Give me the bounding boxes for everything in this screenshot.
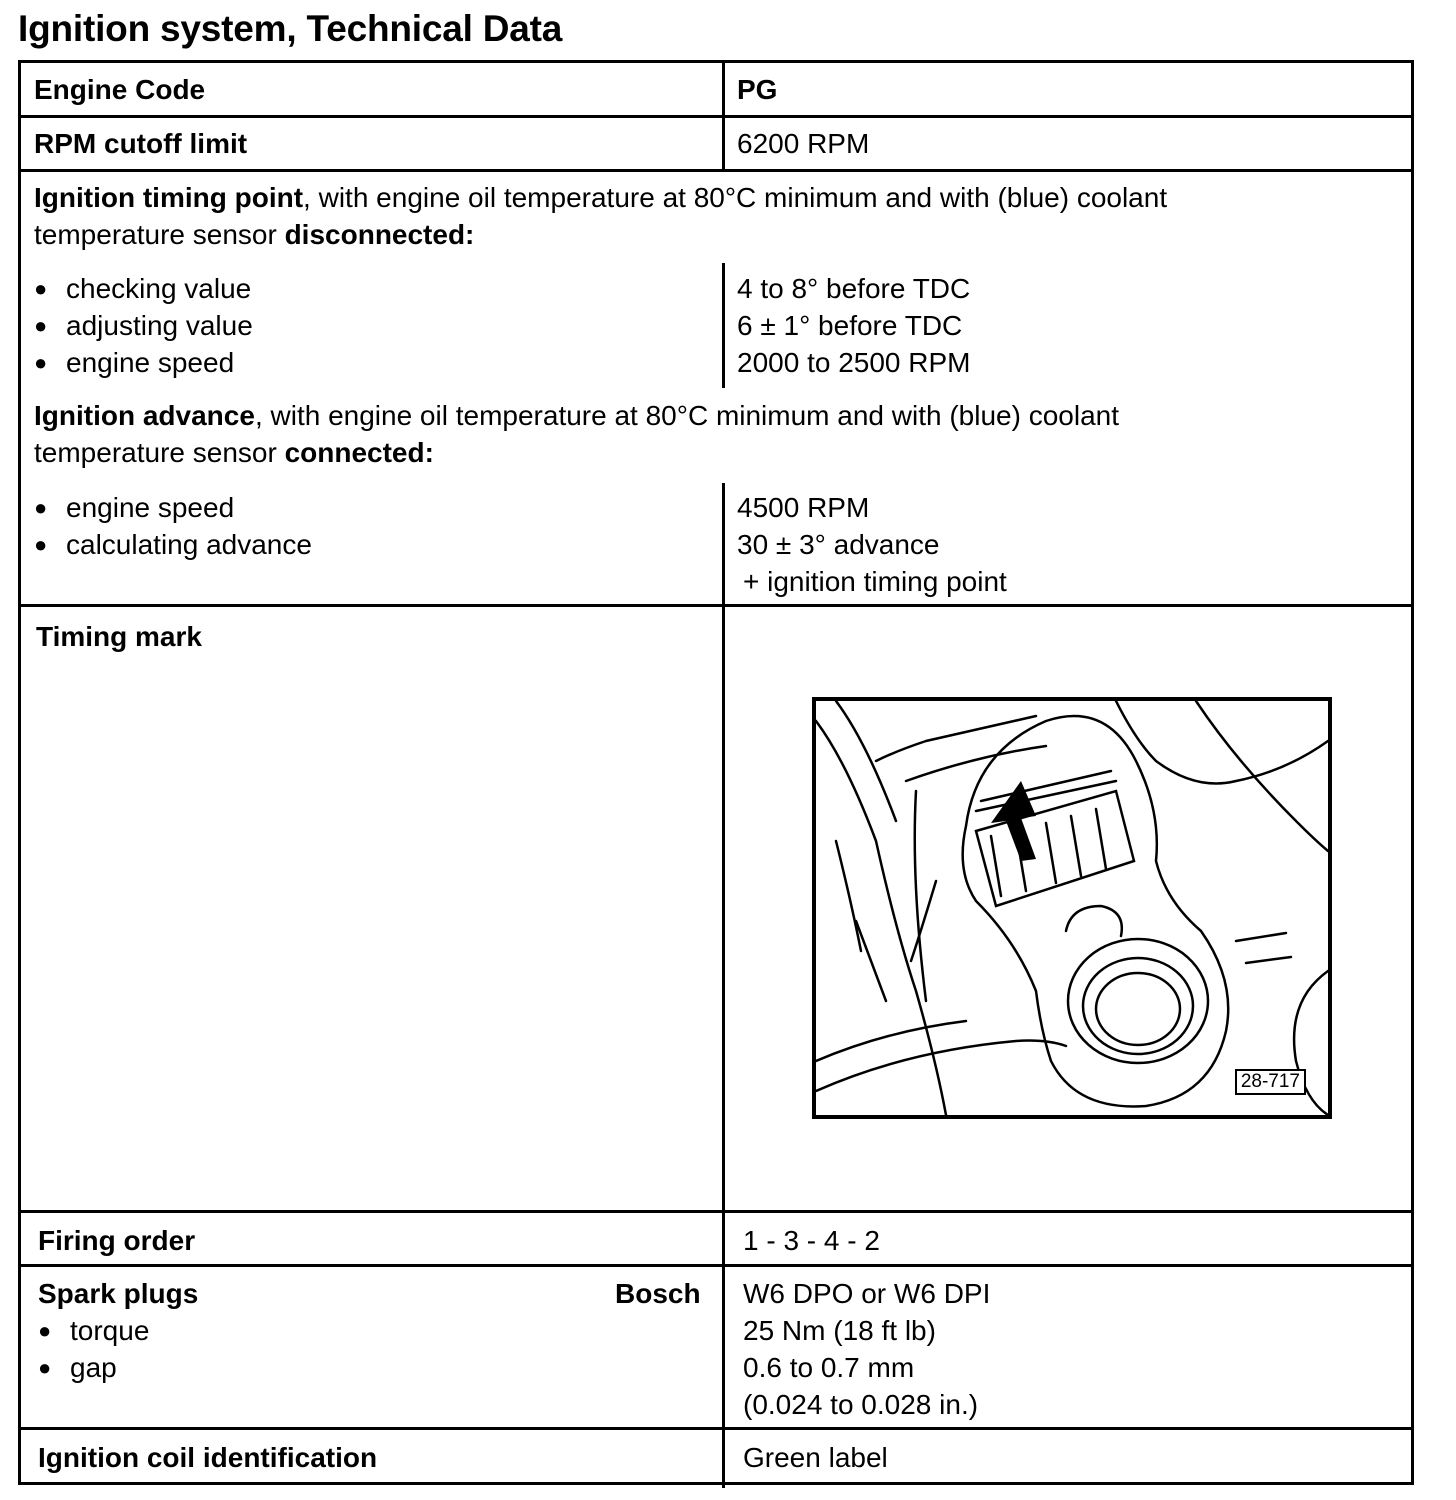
list-item: ● calculating advance (34, 526, 312, 563)
column-divider (722, 604, 725, 1488)
gap-value: 0.6 to 0.7 mm (743, 1352, 915, 1383)
column-divider (722, 483, 725, 605)
timing-point-heading-rest: , with engine oil temperature at 80°C minimum and with (blue) coolant (303, 182, 1168, 213)
engine-speed-value: 2000 to 2500 RPM (737, 347, 971, 378)
timing-mark-label: Timing mark (36, 621, 202, 652)
advance-engine-speed-value: 4500 RPM (737, 492, 870, 523)
adjusting-value: 6 ± 1° before TDC (737, 310, 963, 341)
spark-plugs-brand: Bosch (615, 1278, 701, 1309)
page-title: Ignition system, Technical Data (18, 8, 563, 49)
rpm-cutoff-value: 6200 RPM (737, 128, 870, 159)
timing-point-heading (34, 179, 1167, 216)
calculating-advance-value: 30 ± 3° advance (737, 529, 940, 560)
firing-order-value: 1 - 3 - 4 - 2 (743, 1225, 880, 1256)
row-divider (21, 1427, 1411, 1430)
list-item: ● engine speed (34, 344, 234, 381)
firing-order-label: Firing order (38, 1225, 196, 1256)
ignition-advance-heading (34, 397, 1119, 434)
list-item: ● gap (38, 1349, 117, 1386)
timing-mark-drawing (816, 701, 1328, 1115)
engine-code-value: PG (737, 74, 778, 105)
timing-point-heading-line2-pre: temperature sensor (34, 219, 285, 250)
rpm-cutoff-label: RPM cutoff limit (34, 128, 248, 159)
timing-mark-figure (812, 697, 1332, 1119)
torque-value: 25 Nm (18 ft lb) (743, 1315, 936, 1346)
figure-code: 28-717 (1235, 1069, 1306, 1095)
ignition-advance-heading-line2-bold: connected: (284, 437, 434, 468)
spark-plugs-value: W6 DPO or W6 DPI (743, 1278, 991, 1309)
list-item: ● checking value (34, 270, 251, 307)
list-item: ● engine speed (34, 489, 234, 526)
row-divider (21, 604, 1411, 607)
ignition-coil-value: Green label (743, 1442, 888, 1473)
timing-point-heading-line2 (34, 216, 474, 253)
row-divider (21, 115, 1411, 118)
timing-point-heading-line2-bold: disconnected: (284, 219, 475, 250)
list-item: ● torque (38, 1312, 149, 1349)
advance-extra-value: + ignition timing point (743, 566, 1007, 597)
ignition-advance-heading-line2 (34, 434, 434, 471)
ignition-advance-heading-bold: Ignition advance (34, 400, 255, 431)
ignition-advance-heading-line2-pre: temperature sensor (34, 437, 285, 468)
engine-code-label: Engine Code (34, 74, 206, 105)
list-item: ● adjusting value (34, 307, 253, 344)
spark-plugs-label: Spark plugs (38, 1278, 199, 1309)
row-divider (21, 169, 1411, 172)
row-divider (21, 1210, 1411, 1213)
row-divider (21, 1264, 1411, 1267)
timing-point-heading-bold: Ignition timing point (34, 182, 304, 213)
gap-inches-value: (0.024 to 0.028 in.) (743, 1389, 979, 1420)
technical-data-table (18, 60, 1414, 1485)
ignition-advance-heading-rest: , with engine oil temperature at 80°C minimum and with (blue) coolant (254, 400, 1119, 431)
ignition-coil-label: Ignition coil identification (38, 1442, 378, 1473)
column-divider (722, 263, 725, 388)
column-divider (722, 63, 725, 171)
checking-value: 4 to 8° before TDC (737, 273, 971, 304)
